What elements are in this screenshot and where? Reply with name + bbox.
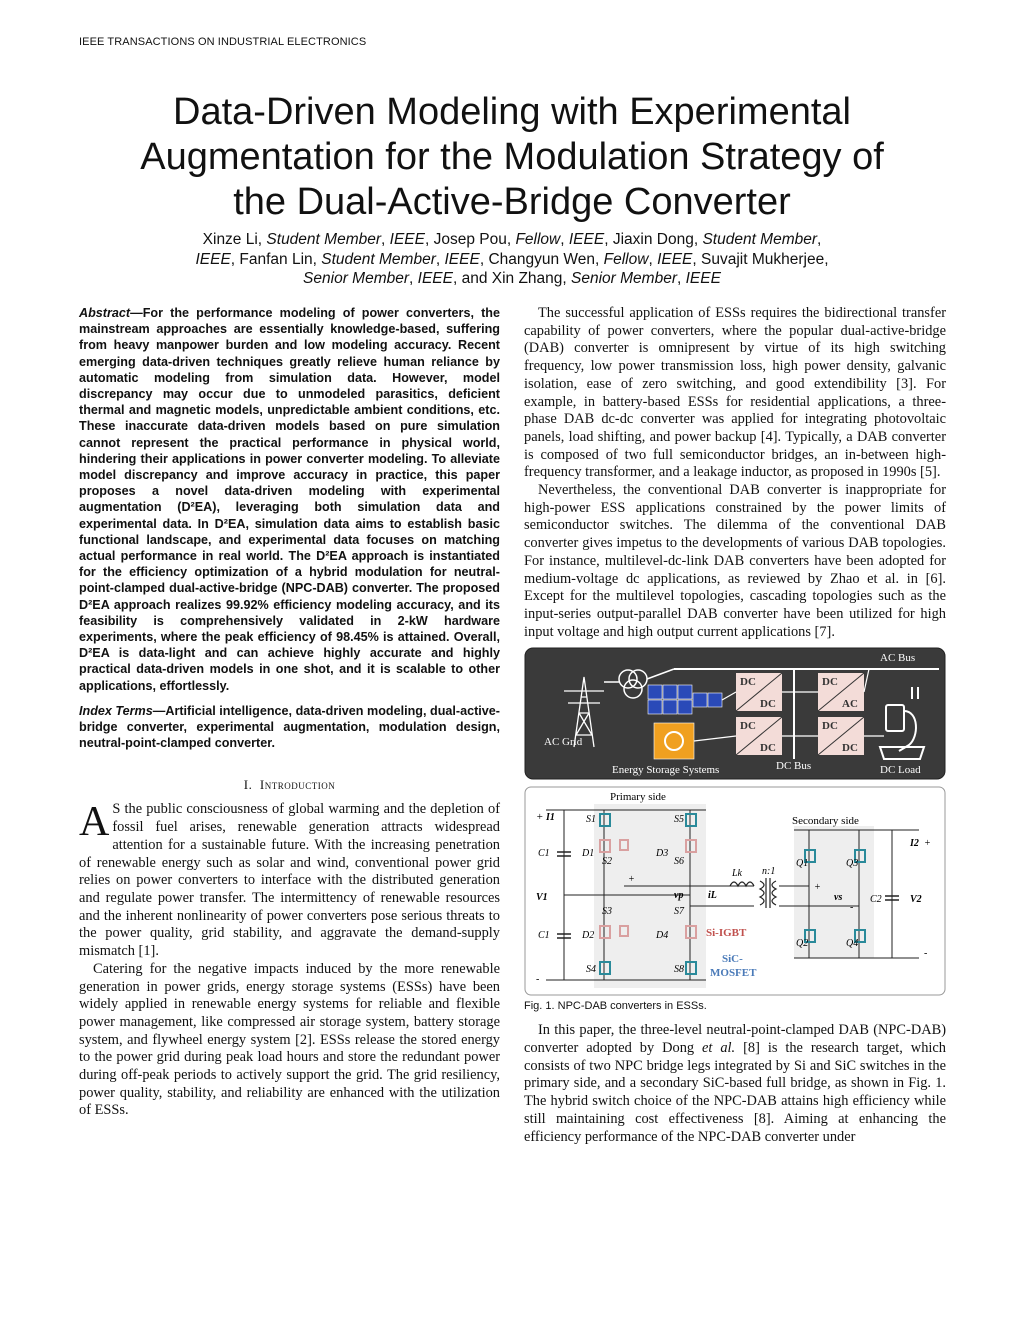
svg-text:C1: C1 [538,848,550,860]
journal-header: IEEE TRANSACTIONS ON INDUSTRIAL ELECTRONICS [79,36,367,48]
svg-text:+: + [814,882,821,894]
ac-bus-label: AC Bus [880,652,916,665]
svg-text:D3: D3 [656,848,669,860]
svg-text:+: + [628,874,635,886]
ac-grid-label: AC Grid [544,736,583,749]
svg-text:C2: C2 [870,894,882,906]
svg-text:DC: DC [760,742,776,755]
title-line: the Dual-Active-Bridge Converter [233,181,791,223]
body-paragraph: In this paper, the three-level neutral-point-clamped DAB (NPC-DAB) converter adopted by Dong et al. [8] is the research target, which consists of two NPC bridge legs integrated by Si and SiC switches in the primary side, and a secondary SiC-based full bridge, as shown in Fig. 1. The hybrid switch choice of the NPC-DAB attains high efficiency while still maintaining cost effectiveness [8]. Aiming at enhancing the efficiency performance of the NPC-DAB converter under [524,1022,946,1145]
svg-text:S7: S7 [674,906,684,918]
title-line: Augmentation for the Modulation Strategy of [140,136,884,178]
svg-text:V1: V1 [536,892,548,904]
svg-text:-: - [850,902,854,914]
si-igbt-label: Si-IGBT [706,927,747,940]
intro-paragraph: Catering for the negative impacts induced by the more renewable generation in power grids, energy storage systems (ESSs) have been widely applied in renewable energy systems for reliable and flexible power management, like compressed air storage system, battery storage system, and flywheel energy system [2]. ESSs release the stored energy to the power grid during peak load hours and store the redundant power during off-peak periods to actively support the grid. The grid resiliency, power quality, stability, and reliability are enhanced with the utilization of ESSs. [79,960,500,1119]
svg-text:DC: DC [740,720,756,733]
ess-label: Energy Storage Systems [612,764,720,777]
dc-load-label: DC Load [880,764,921,777]
svg-text:S4: S4 [586,964,596,976]
svg-text:AC: AC [842,698,858,711]
paper-title [60,90,964,225]
svg-text:+: + [536,811,544,824]
svg-text:S5: S5 [674,814,684,826]
sic-mosfet-label: MOSFET [710,967,757,980]
sic-mosfet-label: SiC- [722,953,743,966]
svg-text:vs: vs [834,892,843,904]
svg-text:D4: D4 [656,930,669,942]
dc-bus-label: DC Bus [776,760,812,773]
svg-text:Q1: Q1 [796,858,809,870]
svg-text:V2: V2 [910,894,922,906]
svg-text:Q3: Q3 [846,858,859,870]
body-paragraph: The successful application of ESSs requires the bidirectional transfer capability of power converters, where the popular dual-active-bridge (DAB) converter is omnipresent by virtue of its high switching frequency, low power transmission loss, high power density, galvanic isolation, ease of zero switching, and good extendibility [3]. For example, in battery-based ESSs for residential applications, a three-phase DAB dc-dc converter was applied for integrating photovoltaic panels, load shifting, and power backup [4]. Typically, a DAB converter is composed of two full semiconductor bridges, an in-between high-frequency transformer, and a leakage inductor, as proposed in 1990s [5]. [524,305,946,481]
title-line: Data-Driven Modeling with Experimental [173,91,851,133]
ess-system-diagram [524,647,946,780]
secondary-side-label: Secondary side [792,815,859,828]
drop-cap: A [79,799,110,846]
svg-text:Lk: Lk [732,868,742,880]
svg-text:Q4: Q4 [846,938,859,950]
body-paragraph: Nevertheless, the conventional DAB converter is inappropriate for high-power ESS applications constrained by the power limits of semiconductor switches. The dilemma of the conventional DAB converter gives impetus to the developments of various DAB topologies. For instance, multilevel-dc-link DAB converters have been adopted for medium-voltage dc applications, as reviewed by Zhao et al. in [6]. Except for the multilevel topologies, cascading topologies such as the input-series output-parallel DAB converter have been utilized for high input voltage and high output current applications [7]. [524,482,946,640]
svg-text:DC: DC [822,676,838,689]
svg-text:S2: S2 [602,856,612,868]
svg-text:+: + [924,838,931,850]
svg-text:S1: S1 [586,814,596,826]
svg-text:DC: DC [822,720,838,733]
svg-text:S3: S3 [602,906,612,918]
svg-text:S6: S6 [674,856,684,868]
section-heading: I. Introduction [243,777,336,793]
primary-side-shade [594,804,706,988]
primary-side-label: Primary side [610,791,666,804]
svg-text:DC: DC [740,676,756,689]
svg-text:D2: D2 [582,930,595,942]
figure-caption: Fig. 1. NPC-DAB converters in ESSs. [524,1000,707,1013]
svg-text:C1: C1 [538,930,550,942]
flywheel-icon [654,723,694,759]
svg-text:DC: DC [842,742,858,755]
intro-paragraph: A S the public consciousness of global warming and the depletion of fossil fuel arises, renewable generation attracts widespread attention for a sustainable future. With the increasing penetration of renewable energy such as solar and wind, conventional power grid relies on power converters to interface with the distributed generation and regulate power transfer. The intermittency of renewable resources and the inherent nonlinearity of power converters pose serious threats to the power quality, grid stability, and aggravate the demand-supply mismatch [1]. [79,799,500,960]
svg-text:I1: I1 [546,812,555,824]
svg-text:n:1: n:1 [762,866,776,878]
svg-text:Q2: Q2 [796,938,809,950]
npc-dab-circuit-diagram [524,786,946,996]
right-column [524,305,946,1146]
svg-text:-: - [924,948,928,960]
author-list: Xinze Li, Student Member, IEEE, Josep Pou, Fellow, IEEE, Jiaxin Dong, Student Member, IEEE, Fanfan Lin, Student Member, IEEE, Changyun Wen, Fellow, IEEE, Suvajit Mukherjee, Senior Member, IEEE, and Xin Zhang, Senior Member, IEEE [195,231,829,287]
svg-text:iL: iL [708,890,717,902]
svg-text:S8: S8 [674,964,684,976]
svg-text:-: - [536,974,540,986]
left-column [79,305,500,1120]
svg-text:D1: D1 [582,848,595,860]
svg-text:DC: DC [760,698,776,711]
svg-text:vp: vp [674,890,684,902]
abstract: Abstract—For the performance modeling of power converters, the mainstream approaches are essentially knowledge-based, suffering from heavy manpower burden and low modeling accuracy. Recent emerging data-driven techniques greatly relieve human reliance by automatic modeling from simulation data. However, model discrepancy may occur due to unmodeled parasitics, deficient thermal and magnetic models, unpredictable ambient conditions, etc. These inaccurate data-driven models based on pure simulation cannot represent the practical performance in physical world, hindering their applications in power converter modeling. To alleviate model discrepancy and improve accuracy in practice, this paper proposes a novel data-driven modeling with experimental augmentation (D²EA), leveraging both simulation data and experimental data. In D²EA, simulation data aims to establish basic functional landscape, and experimental data focuses on matching actual performance in real world. The D²EA approach is instantiated for the efficiency optimization of a hybrid modulation for neutral-point-clamped dual-active-bridge (NPC-DAB) converter. The proposed D²EA approach realizes 99.92% efficiency modeling accuracy, and its feasibility is comprehensively validated in 2-kW hardware experiments, where the peak efficiency of 98.45% is attained. Overall, D²EA is data-light and can achieve highly accurate and highly practical data-driven models in one shot, and it is scalable to other applications, effortlessly. [79,306,500,693]
svg-text:I2: I2 [910,838,919,850]
index-terms: Index Terms—Artificial intelligence, data-driven modeling, dual-active-bridge converter, experimental augmentation, modulation design, neutral-point-clamped converter. [79,703,500,751]
